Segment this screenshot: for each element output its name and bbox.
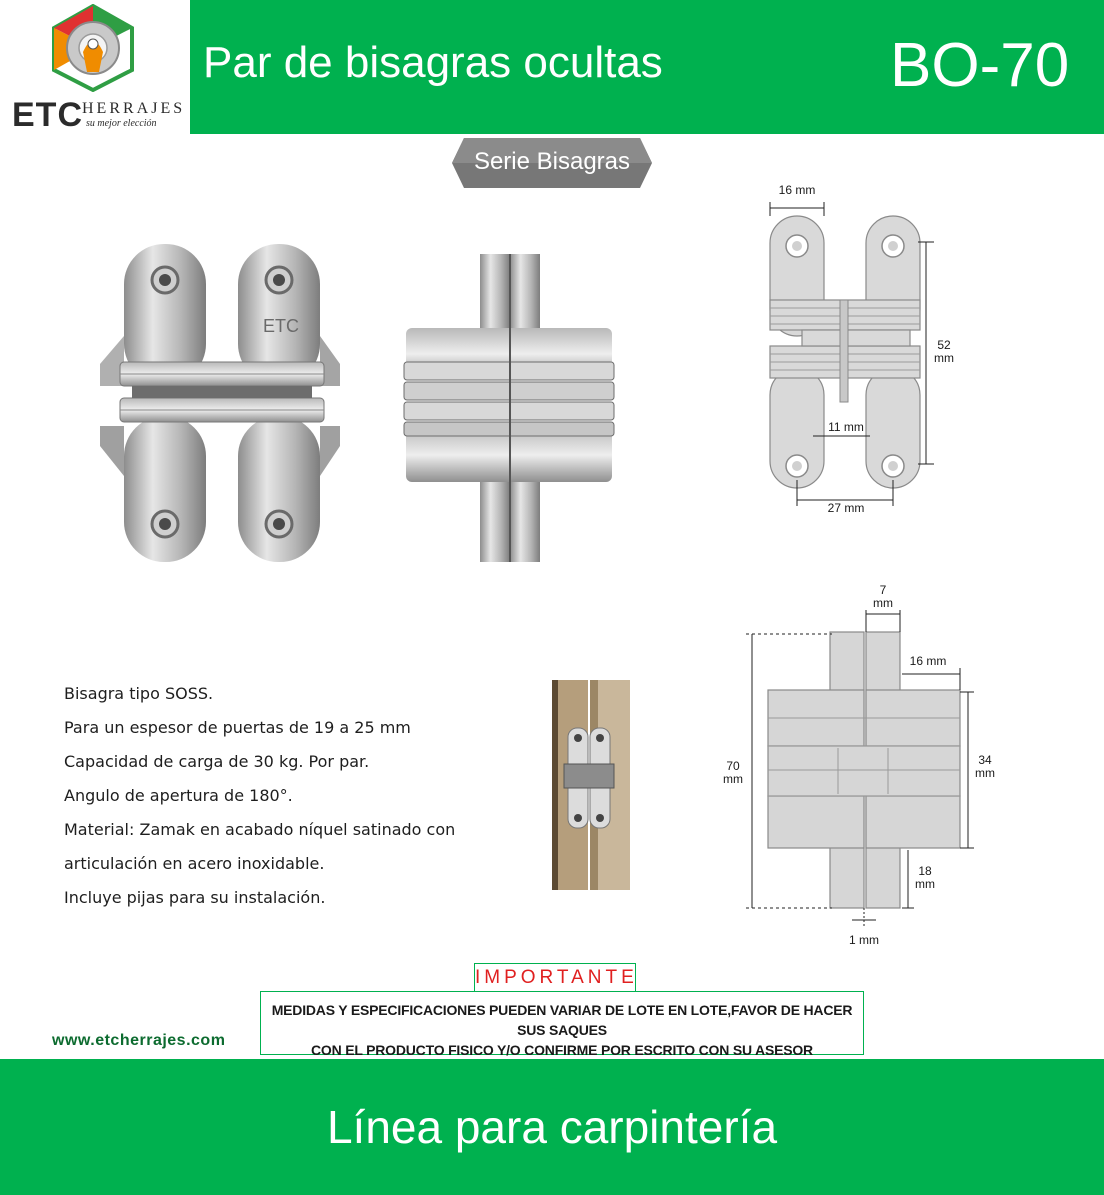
dim-side-height: 70 [726,759,740,773]
page-title: Par de bisagras ocultas [203,38,663,87]
series-tab-label: Serie Bisagras [473,148,631,175]
important-line-1: MEDIDAS Y ESPECIFICACIONES PUEDEN VARIAR DE LOTE EN LOTE,FAVOR DE HACER SUS SAQUES [271,1002,853,1038]
product-code: BO-70 [890,31,1070,100]
dim-side-depth-unit: mm [873,596,893,610]
dim-side-body: 34 [978,753,992,767]
hinge-front-photo [92,236,348,570]
dim-side-lower-unit: mm [915,877,935,891]
dim-hole-spacing: 27 mm [827,501,865,515]
brand-sub: HERRAJES [82,100,186,117]
dim-top-height-unit: mm [934,351,954,365]
dim-side-height-unit: mm [723,772,743,786]
brand-name: ETC [12,96,83,134]
installed-hinge-photo [550,676,632,892]
dim-side-flange: 16 mm [909,654,947,668]
dim-side-gap: 1 mm [849,933,879,947]
spec-item: Para un espesor de puertas de 19 a 25 mm [64,718,411,737]
spec-item: articulación en acero inoxidable. [64,854,325,873]
important-notice [260,991,864,1058]
dim-top-width: 16 mm [778,183,816,197]
logo [0,0,188,134]
logo-emblem-icon [50,4,136,92]
spec-list [64,684,455,922]
important-label: IMPORTANTE [474,963,636,992]
website-link[interactable]: www.etcherrajes.com [52,1032,226,1049]
dim-side-body-unit: mm [975,766,995,780]
spec-item: Incluye pijas para su instalación. [64,888,326,907]
spec-item: Material: Zamak en acabado níquel satinado con [64,820,456,839]
dim-top-height: 52 [937,338,951,352]
footer-title: Línea para carpintería [326,1101,778,1153]
dim-side-depth: 7 [879,583,887,597]
brand-slogan: su mejor elección [86,118,157,129]
dim-side-lower: 18 [918,864,932,878]
hinge-engraving: ETC [263,316,299,336]
spec-item: Angulo de apertura de 180°. [64,786,293,805]
important-line-2: CON EL PRODUCTO FISICO Y/O CONFIRME POR ESCRITO CON SU ASESOR [311,1042,813,1058]
spec-item: Bisagra tipo SOSS. [64,684,214,703]
spec-item: Capacidad de carga de 30 kg. Por par. [64,752,370,771]
hinge-side-photo [400,254,618,564]
dim-pin-gap: 11 mm [828,420,864,434]
brand-wordmark [12,96,186,135]
